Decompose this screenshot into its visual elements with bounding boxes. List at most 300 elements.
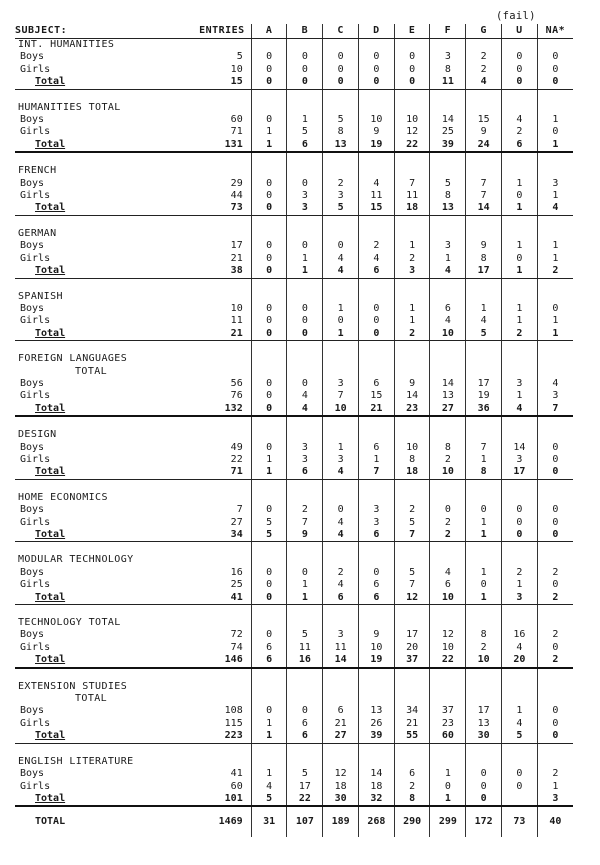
grade-cell: 4	[501, 403, 537, 416]
grade-cell: 1	[394, 240, 430, 252]
grade-cell: 7	[466, 190, 502, 202]
grade-cell	[323, 278, 359, 291]
grade-cell: 23	[394, 403, 430, 416]
grade-cell	[323, 668, 359, 681]
grade-cell	[287, 681, 323, 693]
entries-cell: 25	[230, 579, 243, 591]
entries-cell: 72	[230, 629, 243, 641]
row-label	[15, 730, 172, 743]
grade-cell: 24	[466, 139, 502, 152]
grade-cell: 0	[251, 265, 287, 278]
row-label	[15, 378, 172, 390]
grade-cell: 0	[251, 253, 287, 265]
grade-cell: 7	[394, 579, 430, 591]
grade-cell: 0	[466, 793, 502, 806]
grade-cell: 4	[323, 517, 359, 529]
entries-cell: 60	[230, 114, 243, 126]
grade-cell	[323, 554, 359, 566]
grade-cell	[466, 681, 502, 693]
grade-cell: 0	[501, 768, 537, 780]
grade-cell	[501, 542, 537, 555]
grade-cell: 14	[430, 114, 466, 126]
grade-cell: 0	[251, 579, 287, 591]
entries-cell: 132	[172, 403, 251, 416]
grade-cell	[537, 366, 573, 378]
grade-header-b: B	[287, 24, 323, 39]
spacer-cell	[172, 416, 251, 429]
row-label	[15, 718, 172, 730]
grade-cell	[287, 39, 323, 52]
grade-cell	[287, 416, 323, 429]
grade-cell: 6	[358, 579, 394, 591]
grade-cell: 0	[287, 315, 323, 327]
grade-cell: 0	[537, 705, 573, 717]
grade-cell: 1	[358, 454, 394, 466]
entries-cell	[172, 681, 251, 693]
grade-header-c: C	[323, 24, 359, 39]
grade-cell	[251, 291, 287, 303]
grade-cell: 0	[251, 178, 287, 190]
grade-cell: 10	[430, 328, 466, 341]
grade-cell: 7	[358, 466, 394, 479]
grade-cell: 15	[466, 114, 502, 126]
grade-cell: 1	[251, 126, 287, 138]
row-label-text: Girls	[20, 63, 51, 75]
grade-cell: 0	[287, 705, 323, 717]
spacer-row	[15, 278, 573, 291]
grade-cell: 18	[394, 466, 430, 479]
grade-cell: 1	[466, 567, 502, 579]
grade-cell: 5	[287, 629, 323, 641]
spacer-cell	[15, 89, 172, 102]
row-label	[15, 592, 172, 605]
grade-cell	[501, 89, 537, 102]
grade-cell	[537, 617, 573, 629]
grade-cell	[358, 542, 394, 555]
row-label-text: Girls	[20, 390, 51, 402]
grade-cell	[537, 429, 573, 441]
grade-cell: 1	[537, 781, 573, 793]
entries-cell: 74	[230, 641, 243, 653]
grade-cell	[323, 681, 359, 693]
subject-header: SUBJECT:	[15, 24, 172, 39]
entries-cell: 7	[236, 504, 243, 516]
grade-cell: 2	[287, 504, 323, 516]
grade-cell: 2	[358, 240, 394, 252]
group-title-row	[15, 756, 573, 768]
grade-cell: 12	[323, 768, 359, 780]
grade-cell: 0	[537, 454, 573, 466]
grade-cell	[358, 617, 394, 629]
group-title-row	[15, 165, 573, 177]
grade-cell	[394, 89, 430, 102]
grade-cell: 0	[430, 504, 466, 516]
group-title-continued: TOTAL	[75, 693, 108, 705]
grand-total-cell: 299	[430, 806, 466, 837]
grade-cell	[287, 366, 323, 378]
grade-cell	[394, 429, 430, 441]
grade-cell	[251, 668, 287, 681]
grade-cell	[466, 341, 502, 354]
entries-cell	[172, 165, 251, 177]
group-title-continued: TOTAL	[75, 365, 108, 377]
grade-cell: 0	[287, 64, 323, 76]
row-label-text: Girls	[20, 717, 51, 729]
row-label	[15, 629, 172, 641]
table-row	[15, 642, 573, 654]
grade-cell	[251, 366, 287, 378]
grade-cell	[287, 228, 323, 240]
grade-cell: 20	[501, 654, 537, 667]
grade-cell: 1	[501, 303, 537, 315]
grade-cell	[251, 693, 287, 705]
table-row	[15, 442, 573, 454]
grade-cell	[537, 165, 573, 177]
grade-cell: 19	[466, 390, 502, 402]
grade-cell: 34	[394, 705, 430, 717]
grade-cell: 2	[430, 529, 466, 542]
grade-cell	[394, 681, 430, 693]
row-label-text: Boys	[20, 177, 45, 189]
grade-cell: 3	[287, 190, 323, 202]
grade-cell: 0	[501, 253, 537, 265]
table-row	[15, 705, 573, 717]
grade-cell: 18	[358, 781, 394, 793]
grade-cell: 4	[537, 202, 573, 215]
grade-cell: 3	[501, 454, 537, 466]
grade-cell: 6	[358, 442, 394, 454]
grade-cell	[466, 39, 502, 52]
grade-cell: 3	[323, 454, 359, 466]
grade-cell	[287, 102, 323, 114]
grade-cell: 14	[430, 378, 466, 390]
entries-cell: 71	[172, 466, 251, 479]
grade-cell: 4	[430, 567, 466, 579]
group-title: EXTENSION STUDIES	[18, 680, 128, 692]
table-row	[15, 315, 573, 327]
grade-cell	[501, 693, 537, 705]
grade-cell	[358, 165, 394, 177]
grade-cell: 2	[501, 328, 537, 341]
grade-cell	[251, 617, 287, 629]
grade-cell: 0	[466, 579, 502, 591]
grade-cell	[430, 228, 466, 240]
row-label	[15, 567, 172, 579]
grade-cell	[430, 165, 466, 177]
total-row	[15, 466, 573, 479]
group-title: INT. HUMANITIES	[18, 39, 115, 50]
grade-cell	[287, 554, 323, 566]
row-label-text: Boys	[20, 302, 45, 314]
grade-cell	[394, 668, 430, 681]
grade-cell: 14	[358, 768, 394, 780]
spacer-cell	[172, 668, 251, 681]
row-label	[15, 190, 172, 202]
grade-cell	[430, 492, 466, 504]
grade-cell: 1	[466, 529, 502, 542]
grade-cell	[251, 542, 287, 555]
grade-cell: 30	[323, 793, 359, 806]
grade-cell: 3	[537, 390, 573, 402]
grade-cell	[323, 416, 359, 429]
grade-cell: 1	[251, 454, 287, 466]
group-title-row	[15, 366, 573, 378]
grade-cell	[501, 429, 537, 441]
entries-cell: 108	[224, 705, 243, 717]
spacer-cell	[15, 416, 172, 429]
spacer-cell	[15, 215, 172, 228]
grade-cell	[323, 39, 359, 52]
total-row	[15, 730, 573, 743]
grade-cell: 6	[358, 592, 394, 605]
grade-cell	[466, 479, 502, 492]
spacer-row	[15, 215, 573, 228]
grade-cell	[537, 39, 573, 52]
grade-cell	[323, 542, 359, 555]
grade-cell: 6	[287, 466, 323, 479]
grand-total-cell: 172	[466, 806, 502, 837]
grade-cell: 3	[358, 504, 394, 516]
grade-cell: 5	[501, 730, 537, 743]
grade-cell	[323, 228, 359, 240]
spacer-cell	[172, 743, 251, 756]
grade-cell: 0	[358, 567, 394, 579]
grade-cell: 4	[323, 253, 359, 265]
grade-cell: 2	[466, 642, 502, 654]
grade-cell	[466, 617, 502, 629]
grade-cell: 0	[323, 504, 359, 516]
total-row	[15, 202, 573, 215]
grade-header-g: G	[466, 24, 502, 39]
grade-cell	[466, 756, 502, 768]
group-title: FRENCH	[18, 165, 57, 177]
table-row	[15, 517, 573, 529]
grade-cell: 13	[430, 202, 466, 215]
grade-cell	[394, 39, 430, 52]
grade-cell	[537, 479, 573, 492]
grade-cell	[251, 416, 287, 429]
grade-cell: 1	[466, 454, 502, 466]
entries-cell: 16	[230, 566, 243, 578]
grade-cell: 17	[394, 629, 430, 641]
grade-cell	[323, 89, 359, 102]
table-row	[15, 64, 573, 76]
grade-cell: 6	[287, 139, 323, 152]
grade-cell: 60	[430, 730, 466, 743]
spacer-cell	[15, 341, 172, 354]
grade-cell: 0	[501, 504, 537, 516]
grade-cell: 1	[287, 592, 323, 605]
entries-cell: 56	[230, 377, 243, 389]
grade-cell: 17	[501, 466, 537, 479]
grade-cell	[358, 215, 394, 228]
grade-cell	[394, 353, 430, 365]
grade-cell: 0	[251, 378, 287, 390]
row-label-text: Girls	[20, 315, 51, 327]
grade-cell: 10	[358, 114, 394, 126]
grade-cell: 0	[358, 303, 394, 315]
row-label-text: Total	[35, 202, 66, 214]
entries-cell: 5	[236, 51, 243, 63]
grade-cell: 5	[323, 114, 359, 126]
grade-cell: 0	[287, 51, 323, 63]
grade-cell: 10	[466, 654, 502, 667]
grade-cell	[394, 416, 430, 429]
table-row	[15, 253, 573, 265]
grade-cell: 2	[466, 51, 502, 63]
grade-cell: 0	[501, 529, 537, 542]
grade-cell: 0	[501, 76, 537, 89]
total-row	[15, 403, 573, 416]
fail-note: (fail)	[496, 10, 536, 22]
grade-cell: 0	[537, 442, 573, 454]
grade-cell	[430, 693, 466, 705]
table-row	[15, 178, 573, 190]
grand-total-cell: 73	[501, 806, 537, 837]
grade-cell: 0	[466, 781, 502, 793]
grade-cell: 16	[287, 654, 323, 667]
grade-cell	[251, 743, 287, 756]
grade-cell: 6	[323, 705, 359, 717]
grade-header-e: E	[394, 24, 430, 39]
grade-cell	[251, 152, 287, 165]
total-row	[15, 793, 573, 806]
grade-cell	[537, 215, 573, 228]
grade-cell	[394, 756, 430, 768]
grade-cell: 0	[251, 504, 287, 516]
grade-cell	[501, 681, 537, 693]
grade-cell: 1	[430, 768, 466, 780]
grade-cell	[287, 341, 323, 354]
grade-cell: 15	[358, 390, 394, 402]
grade-cell: 4	[323, 265, 359, 278]
spacer-row	[15, 542, 573, 555]
grade-cell: 3	[430, 51, 466, 63]
grade-cell: 21	[394, 718, 430, 730]
grade-cell	[251, 165, 287, 177]
row-label	[15, 793, 172, 806]
grade-cell: 4	[466, 315, 502, 327]
grade-cell: 22	[287, 793, 323, 806]
grade-cell: 5	[287, 768, 323, 780]
spacer-row	[15, 89, 573, 102]
spacer-cell	[15, 668, 172, 681]
grade-cell: 1	[323, 328, 359, 341]
row-label-text: Girls	[20, 579, 51, 591]
grade-cell: 1	[251, 768, 287, 780]
grade-cell: 8	[430, 190, 466, 202]
grade-cell: 0	[358, 76, 394, 89]
total-row	[15, 139, 573, 152]
row-label	[15, 517, 172, 529]
entries-cell: 73	[172, 202, 251, 215]
entries-cell: 10	[230, 302, 243, 314]
grade-cell: 9	[287, 529, 323, 542]
grade-cell: 9	[466, 126, 502, 138]
group-title: SPANISH	[18, 290, 63, 302]
entries-cell: 15	[172, 76, 251, 89]
grade-cell: 3	[501, 592, 537, 605]
grade-cell: 1	[287, 265, 323, 278]
grade-cell: 0	[251, 190, 287, 202]
grade-cell: 1	[466, 517, 502, 529]
grade-cell: 4	[501, 114, 537, 126]
grade-cell	[466, 416, 502, 429]
entries-cell: 22	[230, 453, 243, 465]
grade-cell	[466, 429, 502, 441]
row-label	[15, 126, 172, 138]
grade-header-a: A	[251, 24, 287, 39]
group-title-row	[15, 681, 573, 693]
grade-cell	[501, 165, 537, 177]
entries-cell: 101	[172, 793, 251, 806]
grade-cell	[251, 215, 287, 228]
grade-cell	[466, 554, 502, 566]
grade-cell	[466, 743, 502, 756]
grade-cell	[537, 228, 573, 240]
table-row	[15, 126, 573, 138]
grade-cell: 2	[394, 781, 430, 793]
table-row	[15, 303, 573, 315]
row-label	[15, 328, 172, 341]
grade-cell	[537, 542, 573, 555]
grade-cell: 10	[358, 642, 394, 654]
grade-cell: 3	[537, 793, 573, 806]
grade-cell: 3	[287, 454, 323, 466]
table-row	[15, 378, 573, 390]
spacer-row	[15, 341, 573, 354]
grade-cell: 0	[251, 76, 287, 89]
grade-cell: 37	[430, 705, 466, 717]
grade-cell: 0	[394, 64, 430, 76]
spacer-cell	[172, 215, 251, 228]
entries-cell: 21	[172, 328, 251, 341]
grade-cell	[394, 165, 430, 177]
grade-cell	[287, 353, 323, 365]
grade-cell: 0	[251, 51, 287, 63]
grade-cell: 7	[394, 178, 430, 190]
grade-cell	[501, 793, 537, 806]
grade-cell: 6	[430, 579, 466, 591]
grade-cell	[466, 165, 502, 177]
grade-cell	[430, 89, 466, 102]
grade-cell	[394, 102, 430, 114]
grade-cell: 2	[394, 253, 430, 265]
entries-cell: 10	[230, 63, 243, 75]
grade-cell	[501, 353, 537, 365]
grade-cell	[323, 165, 359, 177]
row-label-text: Girls	[20, 641, 51, 653]
grade-cell	[430, 102, 466, 114]
entries-cell: 115	[224, 717, 243, 729]
grade-cell	[394, 479, 430, 492]
grade-cell: 1	[466, 303, 502, 315]
grade-cell	[394, 492, 430, 504]
grade-cell: 0	[287, 178, 323, 190]
grade-cell	[251, 756, 287, 768]
entries-cell: 76	[230, 390, 243, 402]
grade-cell: 0	[537, 64, 573, 76]
total-row	[15, 529, 573, 542]
row-label-text: Boys	[20, 566, 45, 578]
grade-cell: 2	[394, 504, 430, 516]
grade-cell	[501, 39, 537, 52]
grade-cell	[358, 39, 394, 52]
group-title-row	[15, 693, 573, 705]
grade-cell: 0	[358, 315, 394, 327]
grade-cell: 0	[358, 328, 394, 341]
group-title: HOME ECONOMICS	[18, 491, 108, 503]
